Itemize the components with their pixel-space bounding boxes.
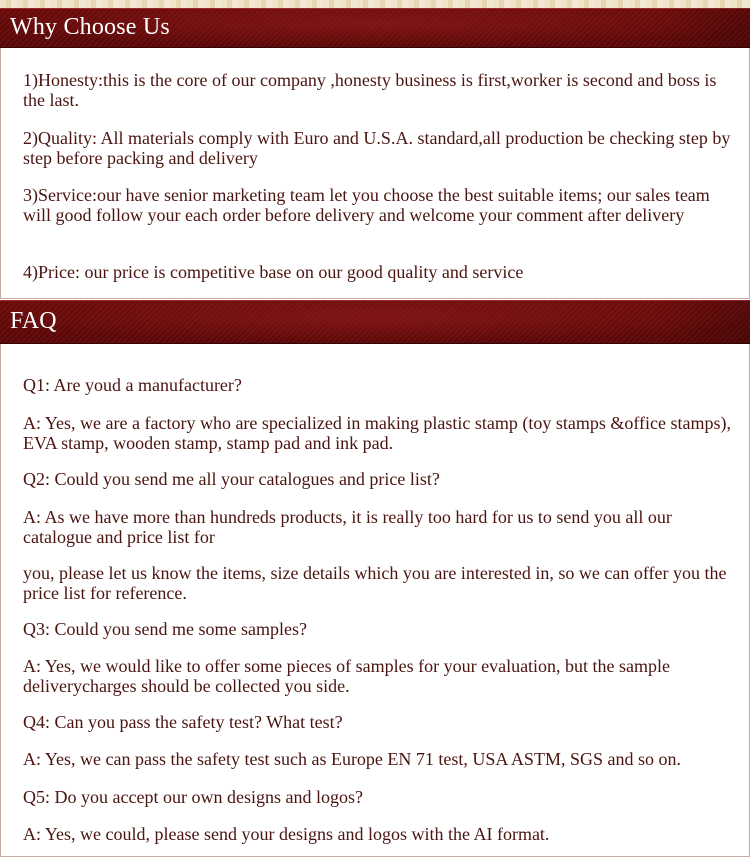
why-choose-us-section <box>0 48 750 299</box>
faq-answer-2-continued: you, please let us know the items, size details which you are interested in, so we can offer you the price list for reference. <box>23 563 727 603</box>
faq-banner <box>0 300 750 344</box>
service-paragraph: 3)Service:our have senior marketing team let you choose the best suitable items; our sales team will good follow your each order before delivery and welcome your comment after delivery <box>23 185 710 225</box>
faq-question-3: Q3: Could you send me some samples? <box>23 619 307 639</box>
faq-answer-5: A: Yes, we could, please send your designs and logos with the AI format. <box>23 824 550 844</box>
faq-answer-2: A: As we have more than hundreds products, it is really too hard for us to send you all our catalogue and price list for <box>23 507 672 547</box>
top-decorative-texture <box>0 0 750 8</box>
price-paragraph: 4)Price: our price is competitive base on our good quality and service <box>23 262 524 282</box>
faq-question-2: Q2: Could you send me all your catalogues and price list? <box>23 469 440 489</box>
honesty-paragraph: 1)Honesty:this is the core of our company ,honesty business is first,worker is second and boss is the last. <box>23 70 717 110</box>
faq-answer-4: A: Yes, we can pass the safety test such as Europe EN 71 test, USA ASTM, SGS and so on. <box>23 749 681 769</box>
faq-answer-1: A: Yes, we are a factory who are specialized in making plastic stamp (toy stamps &office stamps), EVA stamp, wooden stamp, stamp pad and ink pad. <box>23 413 731 453</box>
faq-title: FAQ <box>10 308 57 334</box>
faq-section <box>0 344 750 857</box>
faq-answer-3: A: Yes, we would like to offer some pieces of samples for your evaluation, but the sample deliverycharges should be collected you side. <box>23 656 671 696</box>
faq-question-5: Q5: Do you accept our own designs and logos? <box>23 787 363 807</box>
faq-question-4: Q4: Can you pass the safety test? What test? <box>23 712 343 732</box>
why-choose-us-banner <box>0 8 750 48</box>
faq-question-1: Q1: Are youd a manufacturer? <box>23 375 242 395</box>
why-choose-us-title: Why Choose Us <box>10 14 170 40</box>
quality-paragraph: 2)Quality: All materials comply with Euro and U.S.A. standard,all production be checking step by step before packing and delivery <box>23 128 731 168</box>
